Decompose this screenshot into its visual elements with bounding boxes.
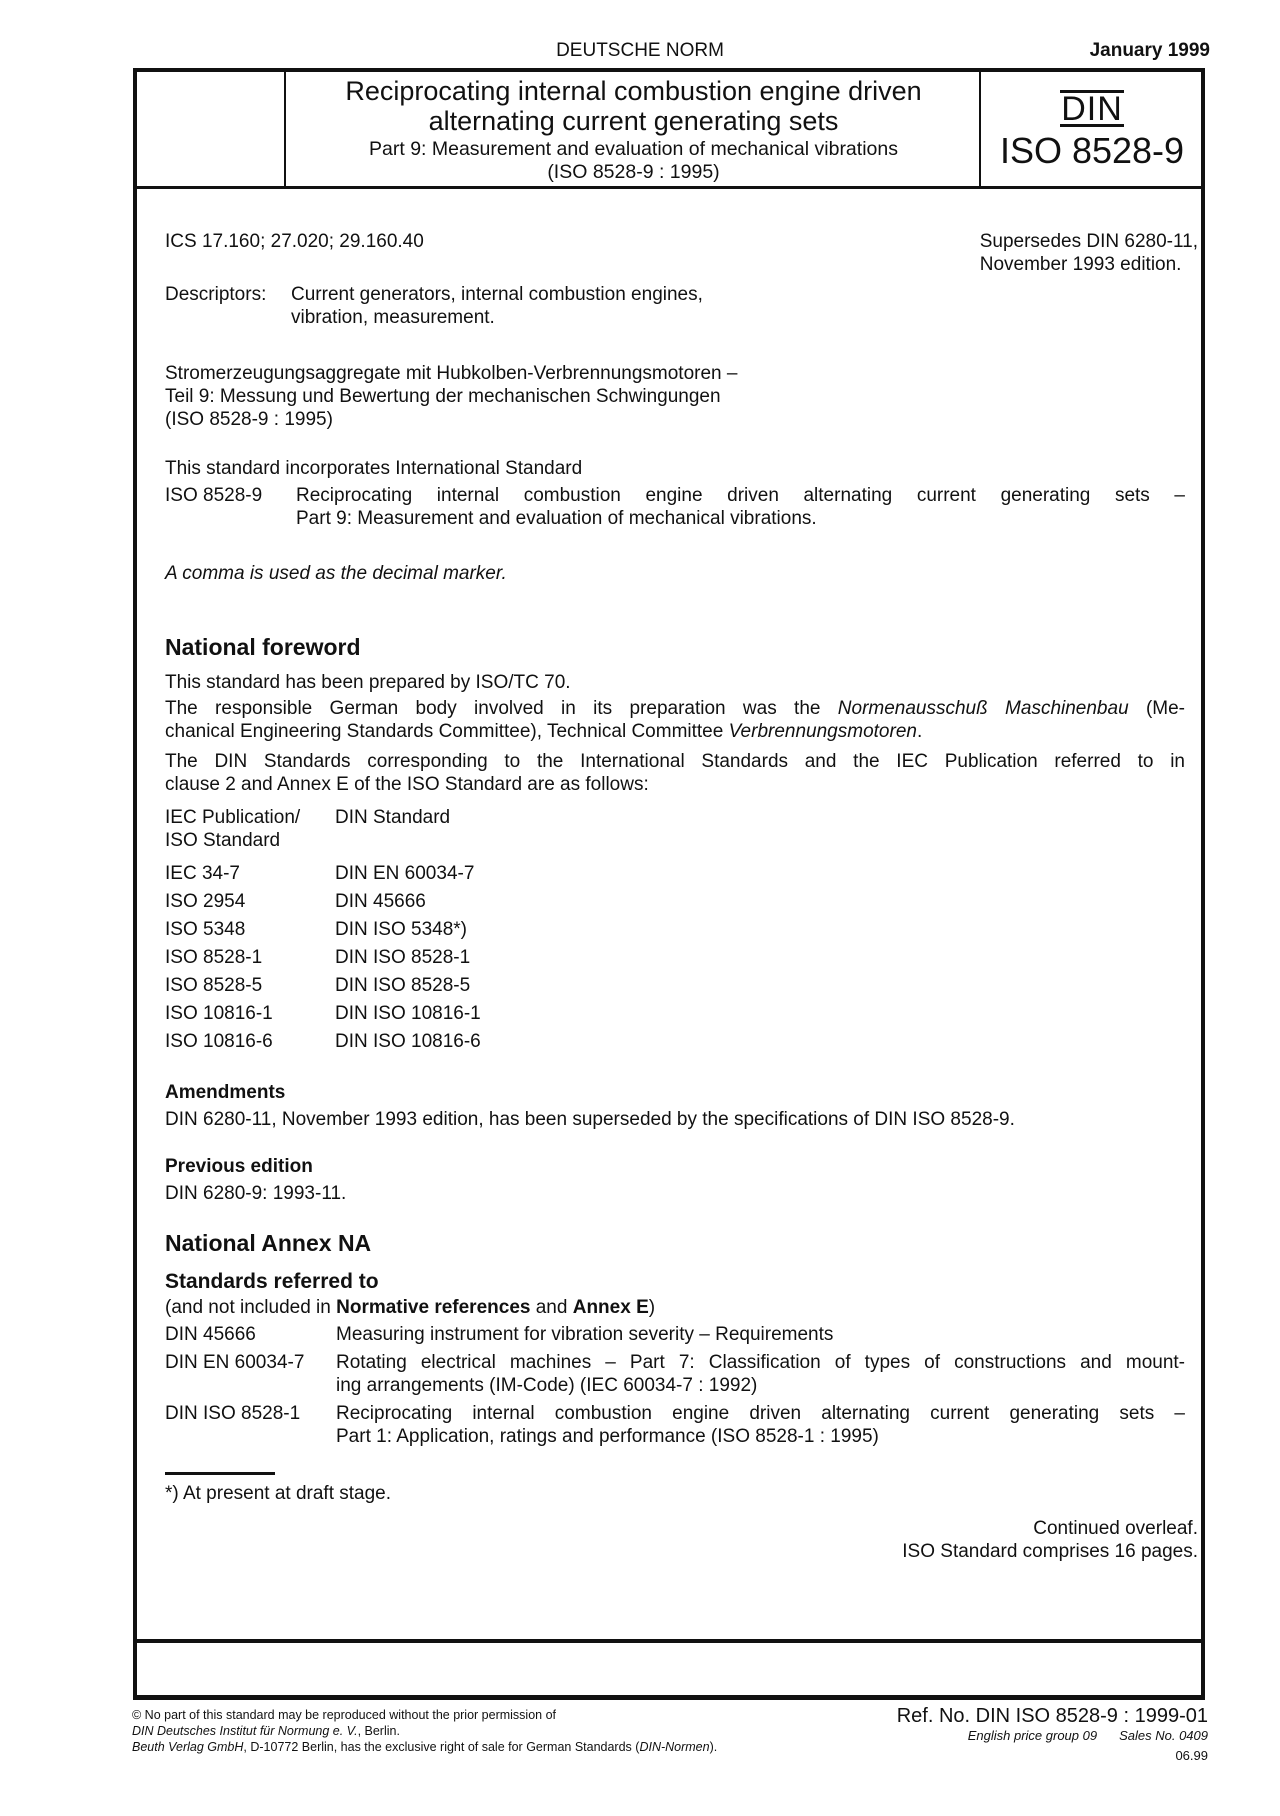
ref-id: DIN 45666 <box>165 1324 256 1345</box>
document-subtitle-ref: (ISO 8528-9 : 1995) <box>547 161 720 183</box>
amendments-heading: Amendments <box>165 1082 286 1103</box>
table-row <box>165 860 1185 888</box>
foreword-p3-line2: clause 2 and Annex E of the ISO Standard are as follows: <box>165 774 649 795</box>
iso-cell: IEC 34-7 <box>165 863 240 884</box>
table-row <box>165 944 1185 972</box>
standard-number: ISO 8528-9 <box>999 130 1185 171</box>
document-title-line2: alternating current generating sets <box>428 106 839 136</box>
din-normen: DIN-Normen <box>639 1740 710 1754</box>
column-header-iso-line1: IEC Publication/ <box>165 807 301 828</box>
incorporated-id: ISO 8528-9 <box>165 485 263 506</box>
supersedes-note <box>980 230 1198 276</box>
annex-heading: National Annex NA <box>165 1230 372 1256</box>
ref-title-line2: ing arrangements (IM-Code) (IEC 60034-7 : 1992) <box>336 1375 758 1396</box>
list-item <box>165 1351 1185 1397</box>
incorporated-title <box>296 484 1185 530</box>
list-item <box>165 1323 1185 1346</box>
ref-title-line1: Measuring instrument for vibration severity – Requirements <box>336 1324 834 1345</box>
price-group: English price group 09 <box>967 1728 1098 1743</box>
annex-note-text: and <box>530 1297 573 1318</box>
iso-cell: ISO 8528-5 <box>165 975 263 996</box>
sales-number: Sales No. 0409 <box>1119 1728 1208 1743</box>
standards-referred-list <box>165 1323 1185 1453</box>
footnote-divider <box>165 1472 275 1475</box>
supersedes-line2: November 1993 edition. <box>979 254 1182 275</box>
foreword-p2-text: chanical Engineering Standards Committee), Technical Committee <box>165 721 729 742</box>
column-header-iso <box>165 806 335 852</box>
title-block <box>133 68 1205 189</box>
ref-title <box>336 1402 1185 1448</box>
foreword-heading: National foreword <box>165 634 361 660</box>
table-row <box>165 1028 1185 1056</box>
iso-cell: ISO 5348 <box>165 919 246 940</box>
iso-cell: ISO 2954 <box>165 891 246 912</box>
copyright-line1: © No part of this standard may be reproduced without the prior permission of <box>132 1708 557 1722</box>
copyright-text: , Berlin. <box>357 1724 400 1738</box>
publisher-name: Beuth Verlag GmbH <box>132 1740 244 1754</box>
publication-date: January 1999 <box>1089 40 1210 61</box>
standards-correspondence-table <box>165 806 1185 1056</box>
din-cell: DIN 45666 <box>335 891 426 912</box>
ref-title-line1: Rotating electrical machines – Part 7: Classification of types of constructions and mount- <box>336 1352 1185 1373</box>
page-count: ISO Standard comprises 16 pages. <box>902 1541 1198 1562</box>
ref-id: DIN EN 60034-7 <box>165 1352 305 1373</box>
technical-committee-name: Verbrennungsmotoren <box>728 721 917 742</box>
din-cell: DIN ISO 10816-1 <box>335 1003 481 1024</box>
list-item <box>165 1402 1185 1448</box>
annex-note <box>165 1296 1185 1319</box>
annex-note-bold: Annex E <box>572 1297 649 1318</box>
ref-title-line2: Part 1: Application, ratings and performance (ISO 8528-1 : 1995) <box>336 1426 879 1447</box>
ics-codes: ICS 17.160; 27.020; 29.160.40 <box>165 231 424 252</box>
din-cell: DIN ISO 8528-1 <box>335 947 471 968</box>
din-cell: DIN ISO 8528-5 <box>335 975 471 996</box>
descriptors-label: Descriptors: <box>165 284 267 305</box>
column-header-din: DIN Standard <box>335 807 451 828</box>
german-title <box>165 362 1185 431</box>
continuation-note <box>902 1517 1198 1563</box>
foreword-p3 <box>165 750 1185 796</box>
din-cell: DIN ISO 5348*) <box>335 919 467 940</box>
table-row <box>165 888 1185 916</box>
descriptors-line1: Current generators, internal combustion engines, <box>291 284 703 305</box>
document-subtitle: Part 9: Measurement and evaluation of mechanical vibrations <box>369 138 898 160</box>
foreword-p2-text: The responsible German body involved in its preparation was the <box>165 698 838 719</box>
copyright-notice <box>132 1707 717 1755</box>
previous-edition-heading: Previous edition <box>165 1156 313 1177</box>
annex-subheading: Standards referred to <box>165 1270 379 1293</box>
bottom-blank-box <box>133 1643 1205 1700</box>
foreword-p3-line1: The DIN Standards corresponding to the International Standards and the IEC Publication referred to in <box>165 751 1185 772</box>
annex-note-text: ) <box>648 1297 656 1318</box>
iso-cell: ISO 8528-1 <box>165 947 263 968</box>
ref-title <box>336 1351 1185 1397</box>
foreword-p2-text: . <box>916 721 923 742</box>
din-logo-icon: DIN <box>1061 90 1123 128</box>
committee-name: Normenausschuß Maschinenbau <box>837 698 1129 719</box>
german-title-line1: Stromerzeugungsaggregate mit Hubkolben-Verbrennungsmotoren – <box>165 363 738 384</box>
copyright-text: ). <box>709 1740 718 1754</box>
descriptors-line2: vibration, measurement. <box>291 307 495 328</box>
incorporated-standard <box>165 484 1185 530</box>
title-cell <box>288 72 981 186</box>
din-cell: DIN EN 60034-7 <box>335 863 475 884</box>
previous-edition-text: DIN 6280-9: 1993-11. <box>165 1183 347 1204</box>
foreword-p2 <box>165 697 1185 743</box>
price-info <box>968 1728 1208 1744</box>
reference-number: Ref. No. DIN ISO 8528-9 : 1999-01 <box>896 1705 1208 1727</box>
incorporated-title-line2: Part 9: Measurement and evaluation of mechanical vibrations. <box>296 508 817 529</box>
iso-cell: ISO 10816-6 <box>165 1031 273 1052</box>
standard-id-cell <box>983 72 1201 186</box>
copyright-text: , D-10772 Berlin, has the exclusive right of sale for German Standards ( <box>243 1740 640 1754</box>
table-header <box>165 806 1185 852</box>
supersedes-line1: Supersedes DIN 6280-11, <box>979 231 1198 252</box>
din-cell: DIN ISO 10816-6 <box>335 1031 481 1052</box>
foreword-p2-text: (Me- <box>1128 698 1186 719</box>
column-header-iso-line2: ISO Standard <box>165 830 281 851</box>
german-title-line2: Teil 9: Messung und Bewertung der mechanischen Schwingungen <box>165 386 721 407</box>
copyright-org: DIN Deutsches Institut für Normung e. V. <box>132 1724 358 1738</box>
german-title-line3: (ISO 8528-9 : 1995) <box>165 409 333 430</box>
annex-note-bold: Normative references <box>336 1297 531 1318</box>
amendments-text: DIN 6280-11, November 1993 edition, has been superseded by the specifications of DIN ISO 8528-9. <box>165 1109 1015 1130</box>
continued-overleaf: Continued overleaf. <box>1033 1518 1198 1539</box>
document-series: DEUTSCHE NORM <box>556 40 724 61</box>
footnote: *) At present at draft stage. <box>165 1483 392 1504</box>
table-row <box>165 1000 1185 1028</box>
table-row <box>165 916 1185 944</box>
table-row <box>165 972 1185 1000</box>
print-date: 06.99 <box>1175 1748 1208 1763</box>
descriptors <box>165 283 1185 329</box>
iso-cell: ISO 10816-1 <box>165 1003 273 1024</box>
document-title-line1: Reciprocating internal combustion engine driven <box>345 76 922 106</box>
incorporates-statement: This standard incorporates International Standard <box>165 458 583 479</box>
decimal-marker-note: A comma is used as the decimal marker. <box>165 563 507 584</box>
descriptors-values <box>291 283 703 329</box>
annex-note-text: (and not included in <box>165 1297 337 1318</box>
title-block-blank-cell <box>137 72 286 186</box>
incorporated-title-line1: Reciprocating internal combustion engine driven alternating current generating sets – <box>296 485 1185 506</box>
ref-title <box>336 1323 1185 1346</box>
foreword-p1: This standard has been prepared by ISO/TC 70. <box>165 672 571 693</box>
ref-id: DIN ISO 8528-1 <box>165 1403 301 1424</box>
ref-title-line1: Reciprocating internal combustion engine driven alternating current generating sets – <box>336 1403 1185 1424</box>
